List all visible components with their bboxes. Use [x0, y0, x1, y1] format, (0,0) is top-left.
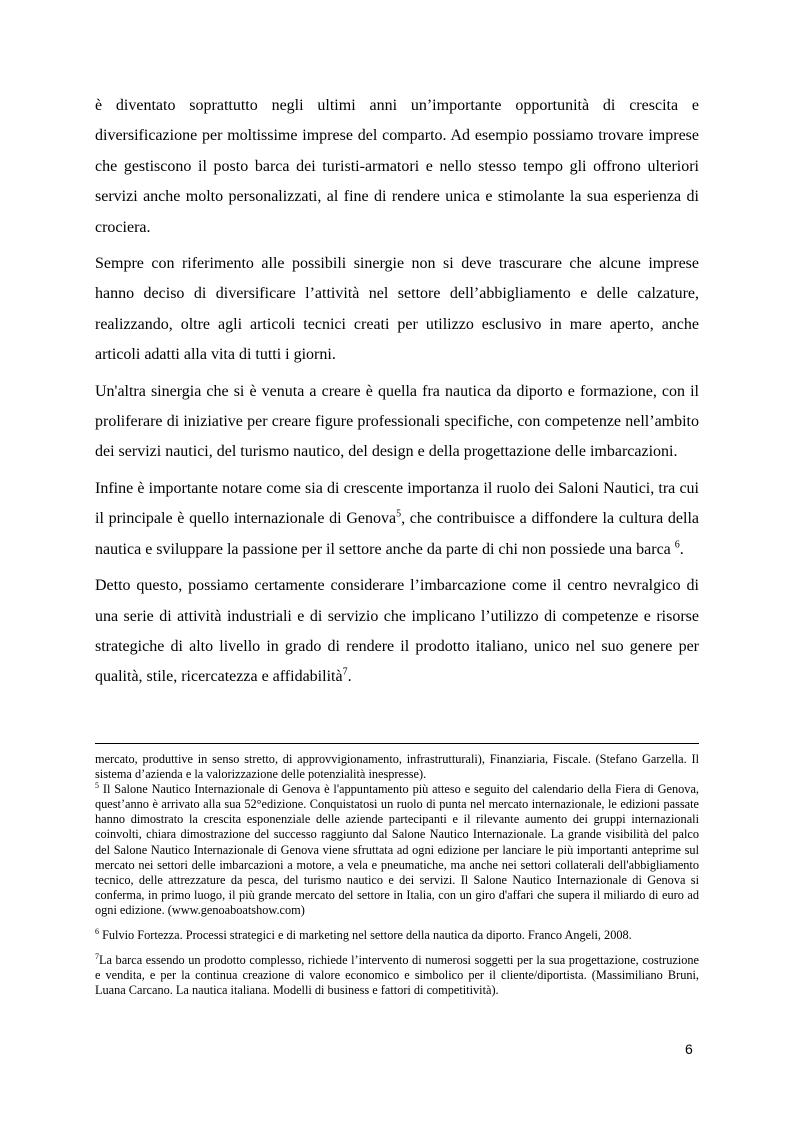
footnote-7-number: 7 [95, 952, 99, 962]
footnotes [95, 752, 699, 998]
paragraph-4-part-b: , che contribuisce a diffondere la cultura della nautica e sviluppare la passione per il settore anche da parte di chi non possiede una barca [95, 510, 699, 558]
footnote-6-text: Fulvio Fortezza. Processi strategici e di marketing nel settore della nautica da diporto. Franco Angeli, 2008. [99, 928, 632, 943]
paragraph-5-part-a: Detto questo, possiamo certamente considerare l’imbarcazione come il centro nevralgico di una serie di attività industriali e di servizio che implicano l’utilizzo di competenze e risorse strategiche di alto livello in grado di rendere il prodotto italiano, unico nel suo genere per qualità, stile, ricercatezza e affidabilità [95, 577, 699, 686]
footnote-7-text: La barca essendo un prodotto complesso, richiede l’intervento di numerosi soggetti per la sua progettazione, costruzione e vendita, e per la continua creazione di valore economico e simbolico per il cliente/diportista. (Massimiliano Bruni, Luana Carcano. La nautica italiana. Modelli di business e fattori di competitività). [95, 953, 699, 998]
footnote-ref-7[interactable]: 7 [342, 666, 348, 678]
paragraph-4-part-c: . [679, 540, 684, 558]
paragraph-2: Sempre con riferimento alle possibili sinergie non si deve trascurare che alcune imprese hanno deciso di diversificare l’attività nel settore dell’abbigliamento e delle calzature, realizzando, oltre agli articoli tecnici creati per utilizzo esclusivo in mare aperto, anche articoli adatti alla vita di tutti i giorni. [95, 255, 699, 364]
footnote-continued: mercato, produttive in senso stretto, di approvvigionamento, infrastrutturali), Finanziaria, Fiscale. (Stefano Garzella. Il sistema d’azienda e la valorizzazione delle potenzialità inespresse). [95, 752, 699, 782]
paragraph-1: è diventato soprattutto negli ultimi anni un’importante opportunità di crescita e diversificazione per moltissime imprese del comparto. Ad esempio possiamo trovare imprese che gestiscono il posto barca dei turisti-armatori e nello stesso tempo gli offrono ulteriori servizi anche molto personalizzati, al fine di rendere unica e stimolante la sua esperienza di crociera. [95, 97, 699, 236]
footnote-5 [95, 782, 699, 918]
paragraph-3: Un'altra sinergia che si è venuta a creare è quella fra nautica da diporto e formazione, con il proliferare di iniziative per creare figure professionali specifiche, con competenze nell’ambito dei servizi nautici, del turismo nautico, del design e della progettazione delle imbarcazioni. [95, 382, 699, 461]
paragraph-5-part-b: . [347, 668, 352, 686]
footnote-7 [95, 953, 699, 998]
footnote-6-number: 6 [95, 926, 99, 936]
paragraph-4-part-a: Infine è importante notare come sia di crescente importanza il ruolo dei Saloni Nautici, tra cui il principale è quello internazionale di Genova [95, 479, 699, 528]
footnote-ref-6[interactable]: 6 [674, 539, 680, 551]
footnote-separator [95, 743, 699, 744]
footnote-ref-5[interactable]: 5 [396, 508, 402, 520]
footnote-5-text: Il Salone Nautico Internazionale di Genova è l'appuntamento più atteso e seguito del calendario della Fiera di Genova, quest’anno è arrivato alla sua 52°edizione. Conquistatosi un ruolo di punta nel mercato internazionale, le edizioni passate hanno dimostrato la crescita esponenziale delle aziende partecipanti e il rilevante aumento dei gruppi internazionali coinvolti, chiara dimostrazione del successo raggiunto dal Salone Nautico Internazionale. La grande visibilità del palco del Salone Nautico Internazionale di Genova viene sfruttata ad ogni edizione per lanciare le più importanti anteprime sul mercato nei settori delle imbarcazioni a motore, a vela e pneumatiche, ma anche nei settori collaterali dell'abbigliamento tecnico, delle attrezzature da pesca, del turismo nautico e dei servizi. Il Salone Nautico Internazionale di Genova si conferma, in primo luogo, il più grande mercato del settore in Italia, con un giro d'affari che supera il miliardo di euro ad ogni edizione. (www.genoaboatshow.com) [95, 782, 699, 917]
footnote-6 [95, 928, 699, 943]
page-number: 6 [685, 1041, 693, 1057]
body-text [95, 91, 699, 699]
paragraph-4 [95, 474, 699, 565]
paragraph-5 [95, 571, 699, 693]
footnote-5-number: 5 [95, 781, 99, 791]
